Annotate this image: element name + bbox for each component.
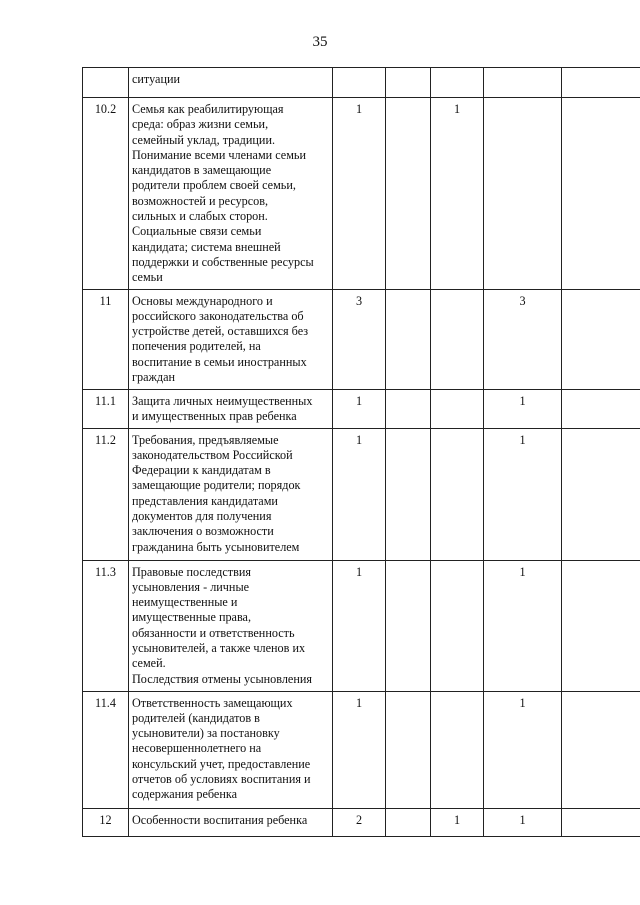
- topic-cell: Защита личных неимущественных и имущественных прав ребенка: [129, 389, 333, 428]
- topic-cell: Основы международного и российского законодательства об устройстве детей, оставшихся без попечения родителей, на воспитание в семьи иностранных граждан: [129, 289, 333, 389]
- topic-cell: Требования, предъявляемые законодательством Российской Федерации к кандидатам в замещающие родители; порядок представления кандидатами документов для получения заключения о возможности гражданина быть усыновителем: [129, 428, 333, 560]
- hours-cell: 1: [484, 428, 562, 560]
- hours-cell: [484, 68, 562, 98]
- topic-cell: Ответственность замещающих родителей (кандидатов в усыновители) за постановку несовершеннолетнего на консульский учет, предоставление отчетов об условиях воспитания и содержания ребенка: [129, 691, 333, 808]
- hours-cell: 1: [431, 98, 484, 290]
- hours-cell: [431, 691, 484, 808]
- hours-cell: [431, 560, 484, 691]
- row-number-cell: 11.1: [83, 389, 129, 428]
- hours-cell: [431, 389, 484, 428]
- table-row: [83, 428, 640, 560]
- total-hours-cell: 1: [333, 428, 386, 560]
- notes-cell: [562, 68, 640, 98]
- notes-cell: [562, 428, 640, 560]
- hours-cell: [386, 808, 431, 836]
- hours-cell: [386, 560, 431, 691]
- hours-cell: [431, 428, 484, 560]
- hours-cell: [386, 289, 431, 389]
- notes-cell: [562, 560, 640, 691]
- row-number-cell: 10.2: [83, 98, 129, 290]
- hours-cell: 1: [484, 808, 562, 836]
- row-number-cell: 12: [83, 808, 129, 836]
- topic-cell: ситуации: [129, 68, 333, 98]
- hours-cell: [386, 68, 431, 98]
- row-number-cell: 11: [83, 289, 129, 389]
- total-hours-cell: 1: [333, 98, 386, 290]
- notes-cell: [562, 98, 640, 290]
- hours-cell: [386, 428, 431, 560]
- table-row: [83, 808, 640, 836]
- row-number-cell: 11.4: [83, 691, 129, 808]
- hours-cell: 1: [484, 560, 562, 691]
- total-hours-cell: 1: [333, 389, 386, 428]
- curriculum-table: [82, 67, 640, 837]
- hours-cell: [484, 98, 562, 290]
- hours-cell: [431, 289, 484, 389]
- table-row: [83, 389, 640, 428]
- table-row: [83, 289, 640, 389]
- notes-cell: [562, 808, 640, 836]
- hours-cell: [431, 68, 484, 98]
- hours-cell: 1: [484, 691, 562, 808]
- total-hours-cell: 1: [333, 691, 386, 808]
- total-hours-cell: 3: [333, 289, 386, 389]
- table-row: [83, 98, 640, 290]
- hours-cell: [386, 389, 431, 428]
- topic-cell: Семья как реабилитирующая среда: образ жизни семьи, семейный уклад, традиции. Понимание всеми членами семьи кандидатов в замещающие родители проблем своей семьи, возможностей и ресурсов, сильных и слабых сторон. Социальные связи семьи кандидата; система внешней поддержки и собственные ресурсы семьи: [129, 98, 333, 290]
- total-hours-cell: 2: [333, 808, 386, 836]
- total-hours-cell: [333, 68, 386, 98]
- total-hours-cell: 1: [333, 560, 386, 691]
- table-row: [83, 560, 640, 691]
- row-number-cell: 11.3: [83, 560, 129, 691]
- page-number: 35: [312, 34, 328, 50]
- notes-cell: [562, 389, 640, 428]
- hours-cell: [386, 691, 431, 808]
- notes-cell: [562, 691, 640, 808]
- hours-cell: [386, 98, 431, 290]
- topic-cell: Особенности воспитания ребенка: [129, 808, 333, 836]
- row-number-cell: [83, 68, 129, 98]
- notes-cell: [562, 289, 640, 389]
- topic-cell: Правовые последствия усыновления - личные неимущественные и имущественные права, обязанности и ответственность усыновителей, а также членов их семей. Последствия отмены усыновления: [129, 560, 333, 691]
- row-number-cell: 11.2: [83, 428, 129, 560]
- hours-cell: 3: [484, 289, 562, 389]
- hours-cell: 1: [431, 808, 484, 836]
- table-row: [83, 691, 640, 808]
- table-row: [83, 68, 640, 98]
- hours-cell: 1: [484, 389, 562, 428]
